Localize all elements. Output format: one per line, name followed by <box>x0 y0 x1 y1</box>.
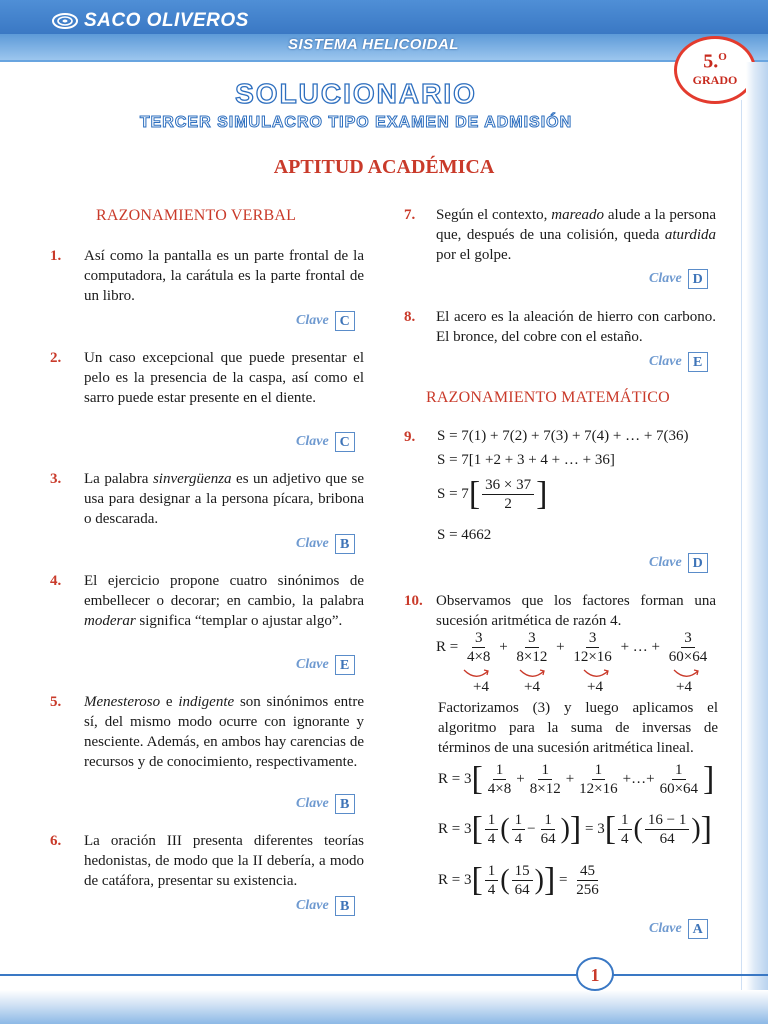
denominator: 12×16 <box>579 781 618 797</box>
brand-logo <box>52 10 249 32</box>
bracket-left: [ <box>468 475 481 513</box>
clave-answer: B <box>335 794 355 814</box>
bracket-right: ] <box>569 810 582 848</box>
side-divider <box>741 100 742 1000</box>
question-text: El acero es la aleación de hierro con carbono. El bronce, del cobre con el estaño. <box>436 309 716 345</box>
text-part: por el golpe. <box>436 247 512 263</box>
question-number: 10. <box>404 593 423 609</box>
denominator: 64 <box>540 831 556 847</box>
step-arrow <box>674 670 698 676</box>
operator: +…+ <box>622 770 655 787</box>
clave-answer: C <box>335 311 355 331</box>
clave-label: Clave <box>649 271 682 286</box>
answer-key <box>649 553 708 573</box>
numerator: 1 <box>541 811 555 830</box>
question-number: 9. <box>404 429 416 445</box>
paren-left: ( <box>500 813 510 845</box>
numerator: 1 <box>592 761 606 780</box>
equation-line: S = 7(1) + 7(2) + 7(3) + 7(4) + … + 7(36) <box>437 428 689 444</box>
numerator: 3 <box>681 629 695 648</box>
numerator: 1 <box>618 811 632 830</box>
question-text <box>84 692 364 772</box>
clave-label: Clave <box>649 354 682 369</box>
denominator: 2 <box>504 496 512 512</box>
eq-part: R = 3 <box>438 770 472 787</box>
text-part: alude a la persona que, después de una colisión, queda <box>436 207 716 243</box>
answer-key <box>296 655 355 675</box>
eq-part: S = 7 <box>437 485 469 502</box>
question-number: 5. <box>50 694 62 710</box>
denominator: 4 <box>621 831 629 847</box>
step-label: +4 <box>524 679 540 695</box>
emphasis: indigente <box>178 694 235 710</box>
denominator: 256 <box>576 882 599 898</box>
bracket-right: ] <box>700 810 712 848</box>
question-number: 7. <box>404 207 416 223</box>
equation-line <box>437 476 547 513</box>
emphasis: moderar <box>84 613 136 629</box>
step-label: +4 <box>473 679 489 695</box>
denominator: 4 <box>487 831 496 847</box>
denominator: 64 <box>514 882 530 898</box>
brand-name: SACO OLIVEROS <box>84 10 249 31</box>
eq-part: = <box>559 871 568 888</box>
denominator: 4×8 <box>487 781 512 797</box>
footer-line <box>0 974 768 976</box>
question-text: Observamos que los factores forman una sucesión aritmética de razón 4. <box>436 593 716 629</box>
clave-label: Clave <box>296 657 329 672</box>
question-text: Un caso excepcional que puede presentar el pelo es la presencia de la caspa, así como el sarro puede estar presente en el diente. <box>84 350 364 406</box>
step-arrow <box>520 670 544 676</box>
equation-line <box>438 862 604 899</box>
grade-number: 5. <box>703 50 719 73</box>
denominator: 12×16 <box>573 649 612 665</box>
fraction <box>527 761 564 798</box>
paren-left: ( <box>500 864 510 896</box>
operator: + … + <box>620 638 660 655</box>
verbal-heading: RAZONAMIENTO VERBAL <box>96 207 297 224</box>
clave-label: Clave <box>296 796 329 811</box>
step-arrow <box>464 670 488 676</box>
fraction <box>573 862 602 899</box>
bracket-left: [ <box>471 810 483 848</box>
denominator: 8×12 <box>529 781 561 797</box>
question-number: 6. <box>50 833 62 849</box>
question-text <box>436 205 716 265</box>
question-number: 1. <box>50 248 62 264</box>
question-text <box>84 571 364 631</box>
question-number: 8. <box>404 309 416 325</box>
fraction <box>485 811 499 848</box>
answer-key <box>296 311 355 331</box>
clave-answer: D <box>688 553 708 573</box>
footer-bar <box>0 990 768 1024</box>
bracket-right: ] <box>543 861 556 899</box>
page-number: 1 <box>576 957 614 991</box>
denominator: 4×8 <box>466 649 491 665</box>
emphasis: mareado <box>551 207 605 223</box>
bracket-right: ] <box>536 475 548 513</box>
numerator: 1 <box>485 862 499 881</box>
eq-part: R = <box>436 638 459 655</box>
question-number: 4. <box>50 573 62 589</box>
logo-icon <box>52 12 78 30</box>
text-part: El ejercicio propone cuatro sinónimos de embellecer o decorar; en cambio, la palabra <box>84 573 364 609</box>
equation-line <box>438 761 714 798</box>
numerator: 3 <box>472 629 486 648</box>
text-part: es un adjetivo que se usa para designar a la persona pícara, bribona o descarada. <box>84 471 364 527</box>
bracket-left: [ <box>471 760 483 798</box>
equation-line <box>436 629 712 666</box>
numerator: 1 <box>538 761 552 780</box>
page-subtitle: TERCER SIMULACRO TIPO EXAMEN DE ADMISIÓN <box>139 114 573 131</box>
denominator: 8×12 <box>516 649 548 665</box>
paren-right: ) <box>534 864 544 896</box>
numerator: 3 <box>525 629 539 648</box>
fraction <box>485 862 499 899</box>
emphasis: aturdida <box>664 227 716 243</box>
step-arrows <box>458 668 708 682</box>
paren-right: ) <box>691 813 701 845</box>
bracket-left: [ <box>471 861 483 899</box>
answer-key <box>649 919 708 939</box>
question-number: 2. <box>50 350 62 366</box>
equation-line <box>438 811 712 848</box>
question-text <box>84 469 364 529</box>
fraction <box>576 761 620 798</box>
clave-label: Clave <box>649 921 682 936</box>
numerator: 16 − 1 <box>645 811 689 830</box>
numerator: 36 × 37 <box>482 476 534 495</box>
numerator: 1 <box>672 761 686 780</box>
denominator: 4 <box>514 831 523 847</box>
numerator: 15 <box>512 862 533 881</box>
fraction <box>666 629 710 666</box>
explanation-text: Factorizamos (3) y luego aplicamos el algoritmo para la suma de inversas de términos de una sucesión aritmética lineal. <box>438 700 718 756</box>
fraction <box>538 811 559 848</box>
bracket-right: ] <box>703 760 715 798</box>
denominator: 4 <box>487 882 496 898</box>
step-arrow <box>584 670 608 676</box>
paren-right: ) <box>560 813 570 845</box>
clave-label: Clave <box>649 555 682 570</box>
page-title: SOLUCIONARIO <box>235 78 477 109</box>
grade-ordinal: O <box>718 51 727 63</box>
numerator: 1 <box>512 811 526 830</box>
question-number: 3. <box>50 471 62 487</box>
fraction <box>464 629 493 666</box>
fraction <box>618 811 632 848</box>
fraction <box>513 629 550 666</box>
answer-key <box>649 269 708 289</box>
eq-part: R = 3 <box>438 820 472 837</box>
system-label: SISTEMA HELICOIDAL <box>288 36 459 53</box>
clave-answer: E <box>335 655 355 675</box>
answer-key <box>296 794 355 814</box>
question-text: La oración III presenta diferentes teorías hedonistas, de modo que la II debería, a modo de catáfora, presentar su existencia. <box>84 833 364 889</box>
text-part: son sinónimos entre sí, del mismo modo ocurre con ignorante y nesciente. Además, en ambos hay carencias de recursos y de conocimiento, respectivamente. <box>84 694 364 770</box>
clave-label: Clave <box>296 536 329 551</box>
clave-answer: D <box>688 269 708 289</box>
eq-part: = 3 <box>585 820 605 837</box>
step-label: +4 <box>676 679 692 695</box>
denominator: 60×64 <box>668 649 708 665</box>
paren-left: ( <box>633 813 643 845</box>
answer-key <box>296 896 355 916</box>
clave-label: Clave <box>296 313 329 328</box>
numerator: 45 <box>577 862 598 881</box>
denominator: 60×64 <box>659 781 699 797</box>
denominator: 64 <box>659 831 675 847</box>
operator: + <box>565 770 575 787</box>
text-part: e <box>160 694 179 710</box>
answer-key <box>649 352 708 372</box>
answer-key <box>296 534 355 554</box>
grade-label: GRADO <box>692 72 738 87</box>
clave-answer: B <box>335 896 355 916</box>
question-text: Así como la pantalla es un parte frontal de la computadora, la carátula es la parte frontal de un libro. <box>84 248 364 304</box>
numerator: 3 <box>586 629 600 648</box>
answer-key <box>296 432 355 452</box>
fraction <box>512 862 533 899</box>
fraction <box>657 761 701 798</box>
operator: + <box>516 770 525 787</box>
operator: − <box>527 820 536 837</box>
clave-answer: A <box>688 919 708 939</box>
step-label: +4 <box>587 679 603 695</box>
equation-line: S = 4662 <box>437 527 492 543</box>
numerator: 1 <box>493 761 507 780</box>
emphasis: sinvergüenza <box>152 471 232 487</box>
fraction <box>485 761 514 798</box>
section-title: APTITUD ACADÉMICA <box>273 156 495 178</box>
text-part: La palabra <box>84 471 153 487</box>
eq-part: R = 3 <box>438 871 472 888</box>
bracket-left: [ <box>604 810 617 848</box>
emphasis: Menesteroso <box>84 694 161 710</box>
fraction <box>482 476 534 513</box>
text-part: significa “templar o ajustar algo”. <box>135 613 343 629</box>
math-heading: RAZONAMIENTO MATEMÁTICO <box>426 389 670 406</box>
fraction <box>570 629 614 666</box>
clave-answer: C <box>335 432 355 452</box>
operator: + <box>499 638 508 655</box>
clave-label: Clave <box>296 898 329 913</box>
fraction <box>512 811 526 848</box>
clave-answer: B <box>335 534 355 554</box>
operator: + <box>556 638 565 655</box>
equation-line: S = 7[1 +2 + 3 + 4 + … + 36] <box>437 452 615 468</box>
numerator: 1 <box>485 811 499 830</box>
side-stripe <box>746 62 768 1024</box>
text-part: Según el contexto, <box>436 207 552 223</box>
fraction <box>645 811 689 848</box>
clave-answer: E <box>688 352 708 372</box>
clave-label: Clave <box>296 434 329 449</box>
